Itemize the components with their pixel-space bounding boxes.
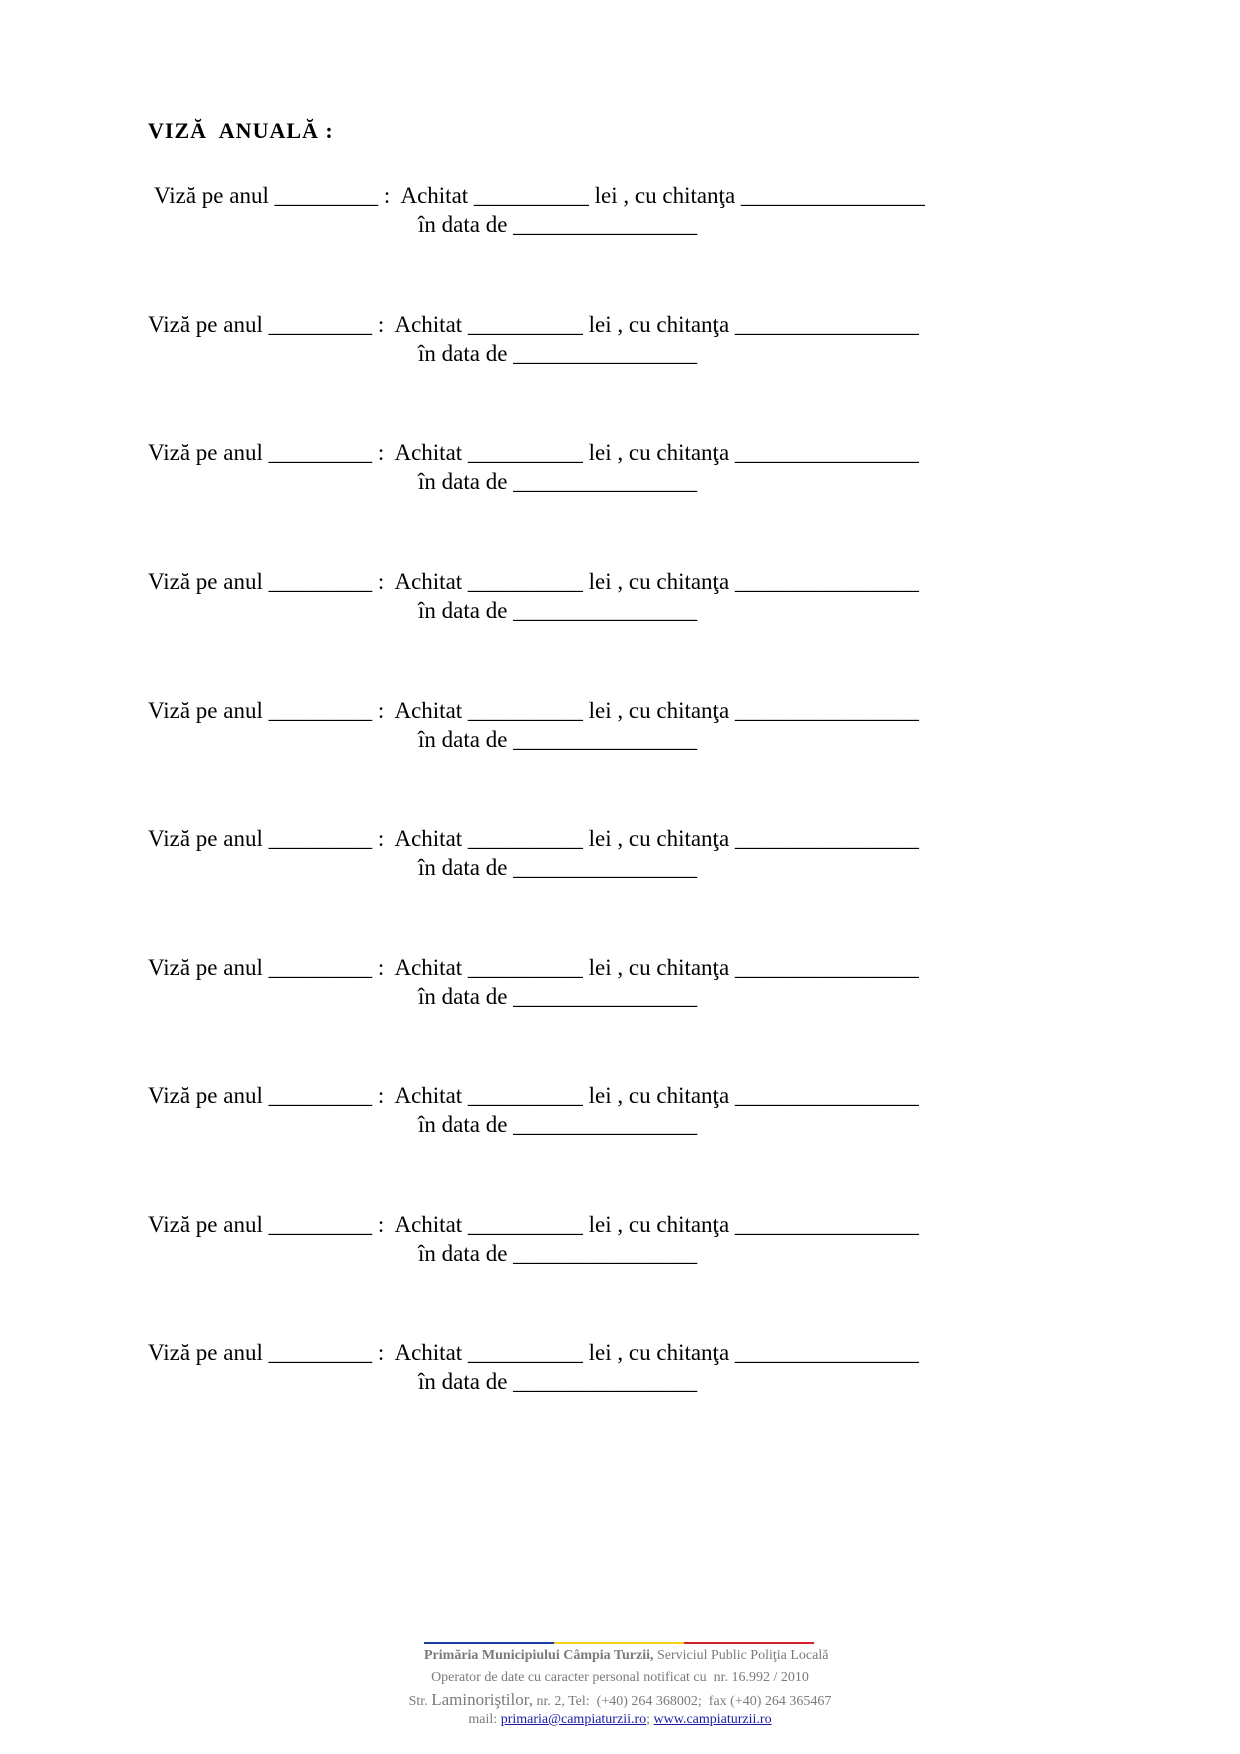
- visa-entry: [148, 1083, 1048, 1143]
- footer-street-name: Laminoriştilor,: [431, 1690, 533, 1709]
- visa-entry: [148, 312, 1048, 372]
- footer-service: Serviciul Public Poliţia Locală: [653, 1648, 829, 1663]
- visa-entry-line2: în data de ________________: [418, 469, 698, 494]
- flag-stripe-yellow: [554, 1642, 684, 1644]
- visa-entry: [148, 1212, 1048, 1272]
- footer-institution: Primăria Municipiului Câmpia Turzii,: [424, 1648, 654, 1663]
- visa-entry-line2: în data de ________________: [418, 855, 698, 880]
- footer-email-link[interactable]: primaria@campiaturzii.ro: [500, 1712, 647, 1727]
- footer-mail-label: mail:: [468, 1712, 501, 1727]
- visa-entry-line1: Viză pe anul _________ : Achitat __________ lei , cu chitanţa ________________: [148, 569, 919, 594]
- footer-institution-line: [160, 1648, 1240, 1664]
- footer-operator: Operator de date cu caracter personal notificat cu nr. 16.992 / 2010: [431, 1670, 809, 1685]
- footer-street-prefix: Str.: [408, 1694, 432, 1709]
- visa-entry-line2: în data de ________________: [418, 1241, 698, 1266]
- visa-entry-line1: Viză pe anul _________ : Achitat __________ lei , cu chitanţa ________________: [148, 698, 919, 723]
- visa-entry: [148, 440, 1048, 500]
- visa-entry-line2: în data de ________________: [418, 984, 698, 1009]
- visa-entry-line2: în data de ________________: [418, 1112, 698, 1137]
- visa-entry-line1: Viză pe anul _________ : Achitat __________ lei , cu chitanţa ________________: [154, 183, 925, 208]
- page-title: VIZĂ ANUALĂ :: [148, 118, 334, 143]
- visa-entry-line1: Viză pe anul _________ : Achitat __________ lei , cu chitanţa ________________: [148, 1083, 919, 1108]
- page-footer: [0, 1628, 1240, 1738]
- footer-website-link[interactable]: www.campiaturzii.ro: [653, 1712, 772, 1727]
- flag-stripe-red: [684, 1642, 814, 1644]
- visa-entry-line1: Viză pe anul _________ : Achitat __________ lei , cu chitanţa ________________: [148, 955, 919, 980]
- footer-contact-line: [0, 1712, 1240, 1728]
- visa-entry-line2: în data de ________________: [418, 212, 698, 237]
- visa-entry-line2: în data de ________________: [418, 598, 698, 623]
- flag-divider: [424, 1642, 814, 1644]
- visa-entry-line1: Viză pe anul _________ : Achitat __________ lei , cu chitanţa ________________: [148, 1212, 919, 1237]
- visa-entry-line1: Viză pe anul _________ : Achitat __________ lei , cu chitanţa ________________: [148, 312, 919, 337]
- visa-entry-line1: Viză pe anul _________ : Achitat __________ lei , cu chitanţa ________________: [148, 440, 919, 465]
- footer-address-rest: nr. 2, Tel: (+40) 264 368002; fax (+40) 264 365467: [532, 1694, 832, 1709]
- visa-entry: [148, 826, 1048, 886]
- visa-entry-line2: în data de ________________: [418, 727, 698, 752]
- visa-entry: [148, 698, 1048, 758]
- footer-separator: ;: [646, 1712, 654, 1727]
- visa-entry: [148, 183, 1048, 243]
- flag-stripe-blue: [424, 1642, 554, 1644]
- footer-address-line: [0, 1690, 1240, 1710]
- visa-entry-line1: Viză pe anul _________ : Achitat __________ lei , cu chitanţa ________________: [148, 826, 919, 851]
- visa-entry-line2: în data de ________________: [418, 341, 698, 366]
- visa-entry: [148, 1340, 1048, 1400]
- visa-entry: [148, 955, 1048, 1015]
- visa-entry-line2: în data de ________________: [418, 1369, 698, 1394]
- visa-entry: [148, 569, 1048, 629]
- visa-entry-line1: Viză pe anul _________ : Achitat __________ lei , cu chitanţa ________________: [148, 1340, 919, 1365]
